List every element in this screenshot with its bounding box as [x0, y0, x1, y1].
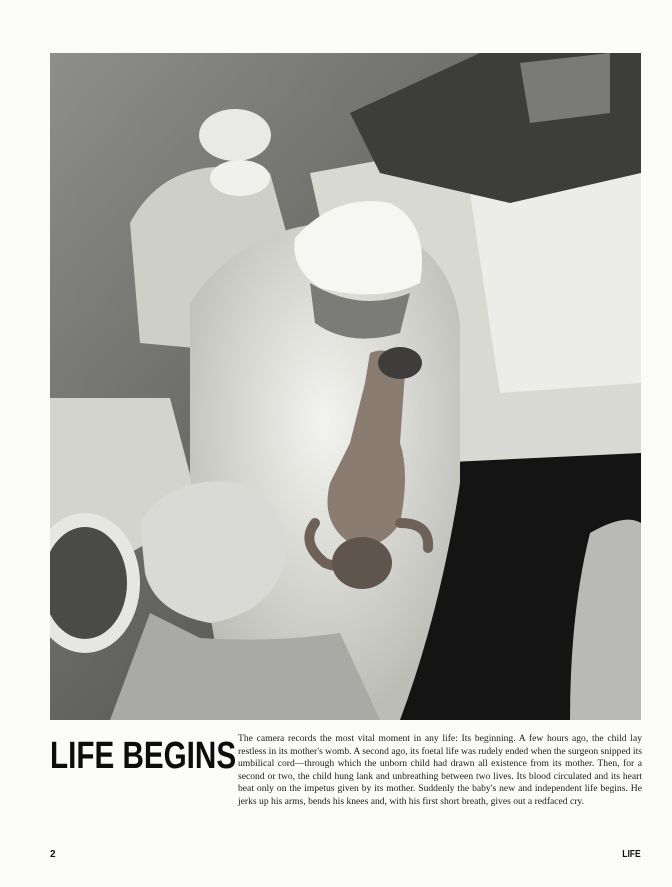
caption-text: The camera records the most vital moment in any life: Its beginning. A few hours ago, the child lay restless in its mother's womb. A second ago, its foetal life was rudely ended when the surgeon snipped its umbilical cord—through which the unborn child had drawn all existence from its mother. Then, for a second or two, the child hung lank and unbreathing between two lives. Its blood circulated and its heart beat only on the impetus given by its mother. Suddenly the baby's new and independent life begins. He jerks up his arms, bends his knees and, with his first short breath, gives out a redfaced cry.: [238, 733, 642, 807]
magazine-name: LIFE: [622, 849, 641, 860]
photo-illustration: [50, 53, 641, 720]
delivery-room-photo: [50, 53, 641, 720]
page-number: 2: [50, 849, 56, 860]
headline: LIFE BEGINS: [50, 735, 237, 777]
